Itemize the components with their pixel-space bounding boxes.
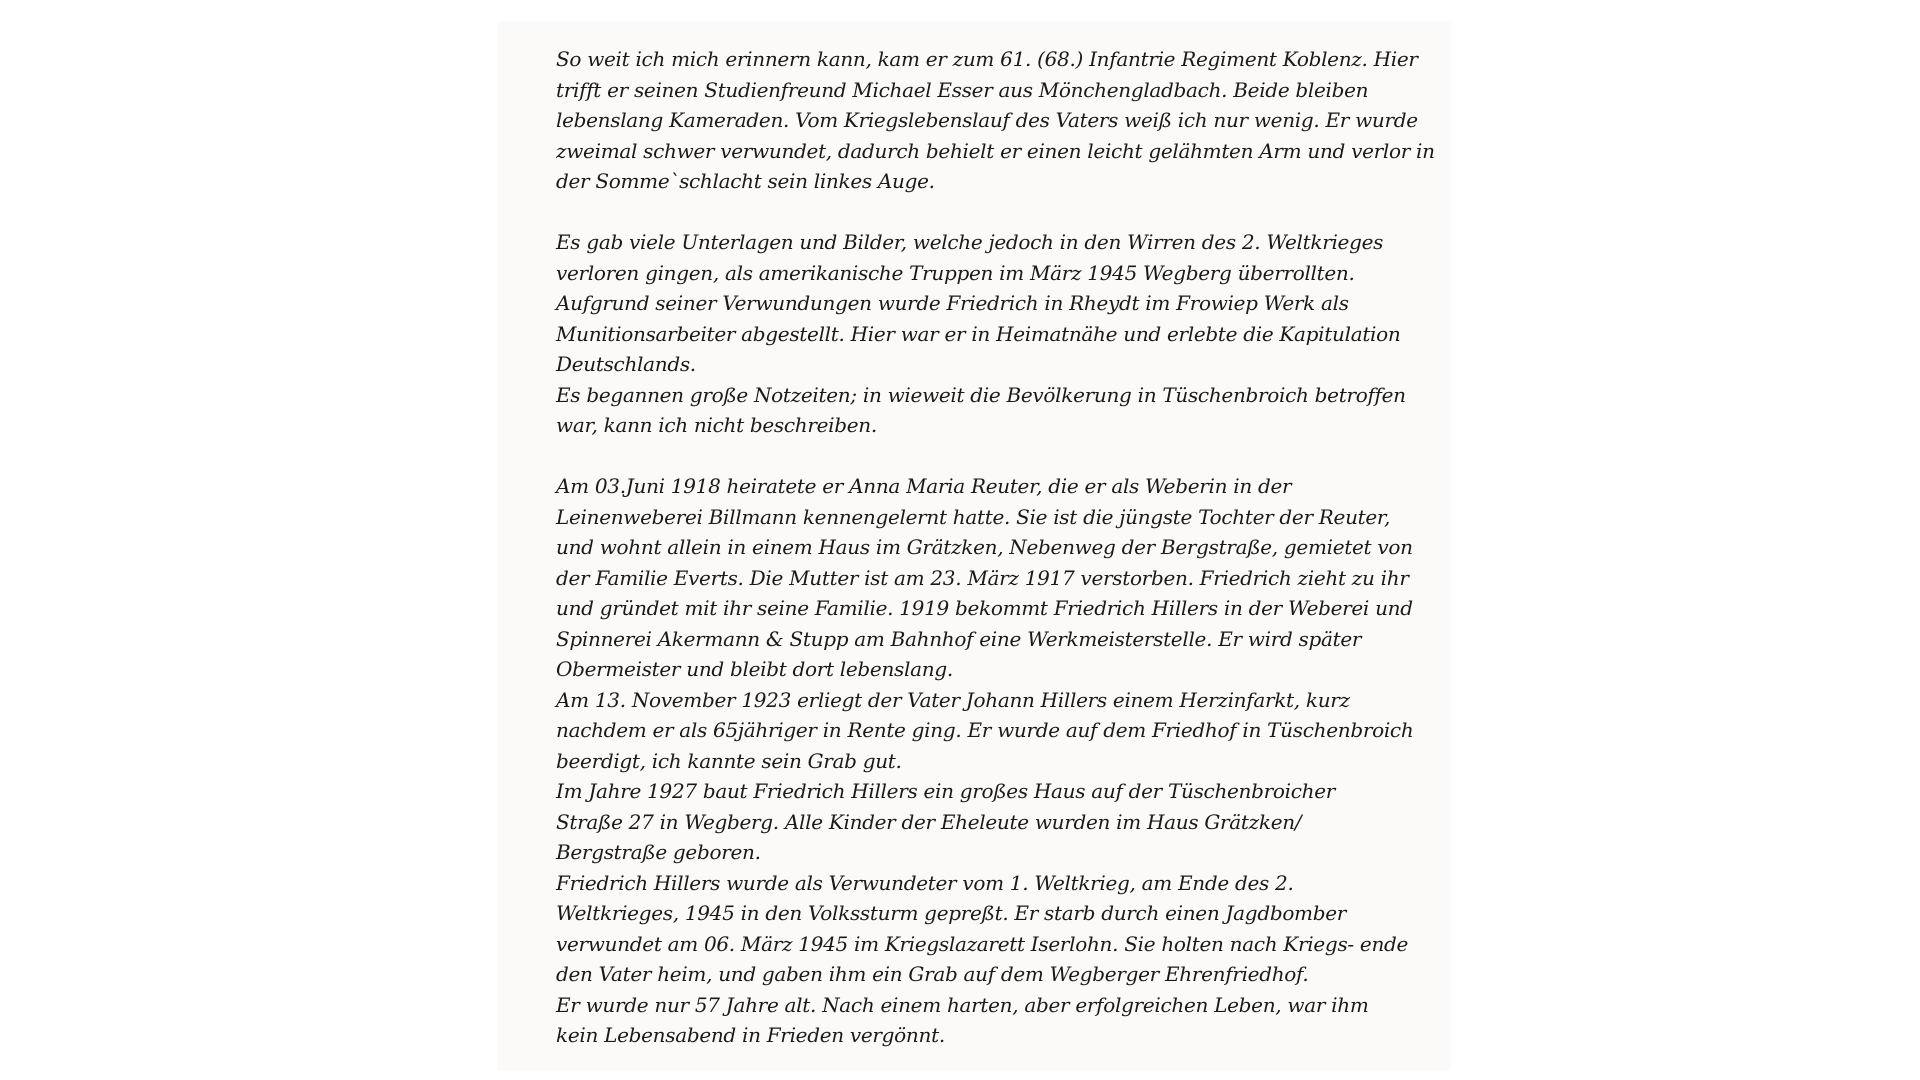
text-line: Am 03.Juni 1918 heiratete er Anna Maria Reuter, die er als Weberin in der	[556, 474, 1292, 498]
text-line: der Somme`schlacht sein linkes Auge.	[556, 169, 935, 193]
text-line: Leinenweberei Billmann kennengelernt hatte. Sie ist die jüngste Tochter der Reuter,	[556, 504, 1391, 529]
document-text	[556, 44, 1436, 1051]
text-line: trifft er seinen Studienfreund Michael Esser aus Mönchengladbach. Beide bleiben	[556, 77, 1369, 102]
text-line: So weit ich mich erinnern kann, kam er zum 61. (68.) Infantrie Regiment Koblenz. Hier	[556, 47, 1418, 71]
text-line: Munitionsarbeiter abgestellt. Hier war er in Heimatnähe und erlebte die Kapitulation	[556, 321, 1401, 346]
text-line: und wohnt allein in einem Haus im Grätzken, Nebenweg der Bergstraße, gemietet von	[556, 535, 1413, 559]
text-line: und gründet mit ihr seine Familie. 1919 bekommt Friedrich Hillers in der Weberei und	[556, 596, 1413, 620]
text-line: Aufgrund seiner Verwundungen wurde Friedrich in Rheydt im Frowiep Werk als	[556, 291, 1349, 315]
text-line: zweimal schwer verwundet, dadurch behielt er einen leicht gelähmten Arm und verlor in	[556, 138, 1435, 163]
text-line: den Vater heim, und gaben ihm ein Grab auf dem Wegberger Ehrenfriedhof.	[556, 962, 1309, 986]
text-line: verwundet am 06. März 1945 im Kriegslazarett Iserlohn. Sie holten nach Kriegs- ende	[556, 931, 1409, 956]
paragraph-gap	[556, 441, 1436, 472]
text-line: der Familie Everts. Die Mutter ist am 23. März 1917 verstorben. Friedrich zieht zu ihr	[556, 565, 1409, 590]
text-line: war, kann ich nicht beschreiben.	[556, 413, 877, 437]
text-line: Er wurde nur 57 Jahre alt. Nach einem harten, aber erfolgreichen Leben, war ihm	[556, 992, 1369, 1017]
text-line: Es gab viele Unterlagen und Bilder, welche jedoch in den Wirren des 2. Weltkrieges	[556, 230, 1384, 254]
text-line: Obermeister und bleibt dort lebenslang.	[556, 657, 953, 681]
paragraph-military-service	[556, 44, 1436, 197]
text-line: Es begannen große Notzeiten; in wieweit die Bevölkerung in Tüschenbroich betroffen	[556, 382, 1406, 407]
paragraph-family-history	[556, 471, 1436, 1051]
paragraph-gap	[556, 197, 1436, 228]
text-line: Weltkrieges, 1945 in den Volkssturm gepreßt. Er starb durch einen Jagdbomber	[556, 901, 1347, 925]
text-line: Am 13. November 1923 erliegt der Vater Johann Hillers einem Herzinfarkt, kurz	[556, 687, 1350, 712]
text-line: Spinnerei Akermann & Stupp am Bahnhof eine Werkmeisterstelle. Er wird später	[556, 626, 1362, 651]
text-line: beerdigt, ich kannte sein Grab gut.	[556, 748, 902, 773]
text-line: lebenslang Kameraden. Vom Kriegslebenslauf des Vaters weiß ich nur wenig. Er wurde	[556, 108, 1418, 132]
document-page	[498, 22, 1450, 1070]
paragraph-war-documents	[556, 227, 1436, 441]
text-line: kein Lebensabend in Frieden vergönnt.	[556, 1023, 945, 1047]
text-line: nachdem er als 65jähriger in Rente ging. Er wurde auf dem Friedhof in Tüschenbroich	[556, 718, 1414, 742]
text-line: verloren gingen, als amerikanische Truppen im März 1945 Wegberg überrollten.	[556, 260, 1355, 285]
text-line: Straße 27 in Wegberg. Alle Kinder der Eheleute wurden im Haus Grätzken/	[556, 809, 1302, 834]
text-line: Im Jahre 1927 baut Friedrich Hillers ein großes Haus auf der Tüschenbroicher	[556, 779, 1336, 803]
text-line: Bergstraße geboren.	[556, 840, 761, 864]
text-line: Friedrich Hillers wurde als Verwundeter vom 1. Weltkrieg, am Ende des 2.	[556, 870, 1294, 895]
text-line: Deutschlands.	[556, 352, 696, 376]
